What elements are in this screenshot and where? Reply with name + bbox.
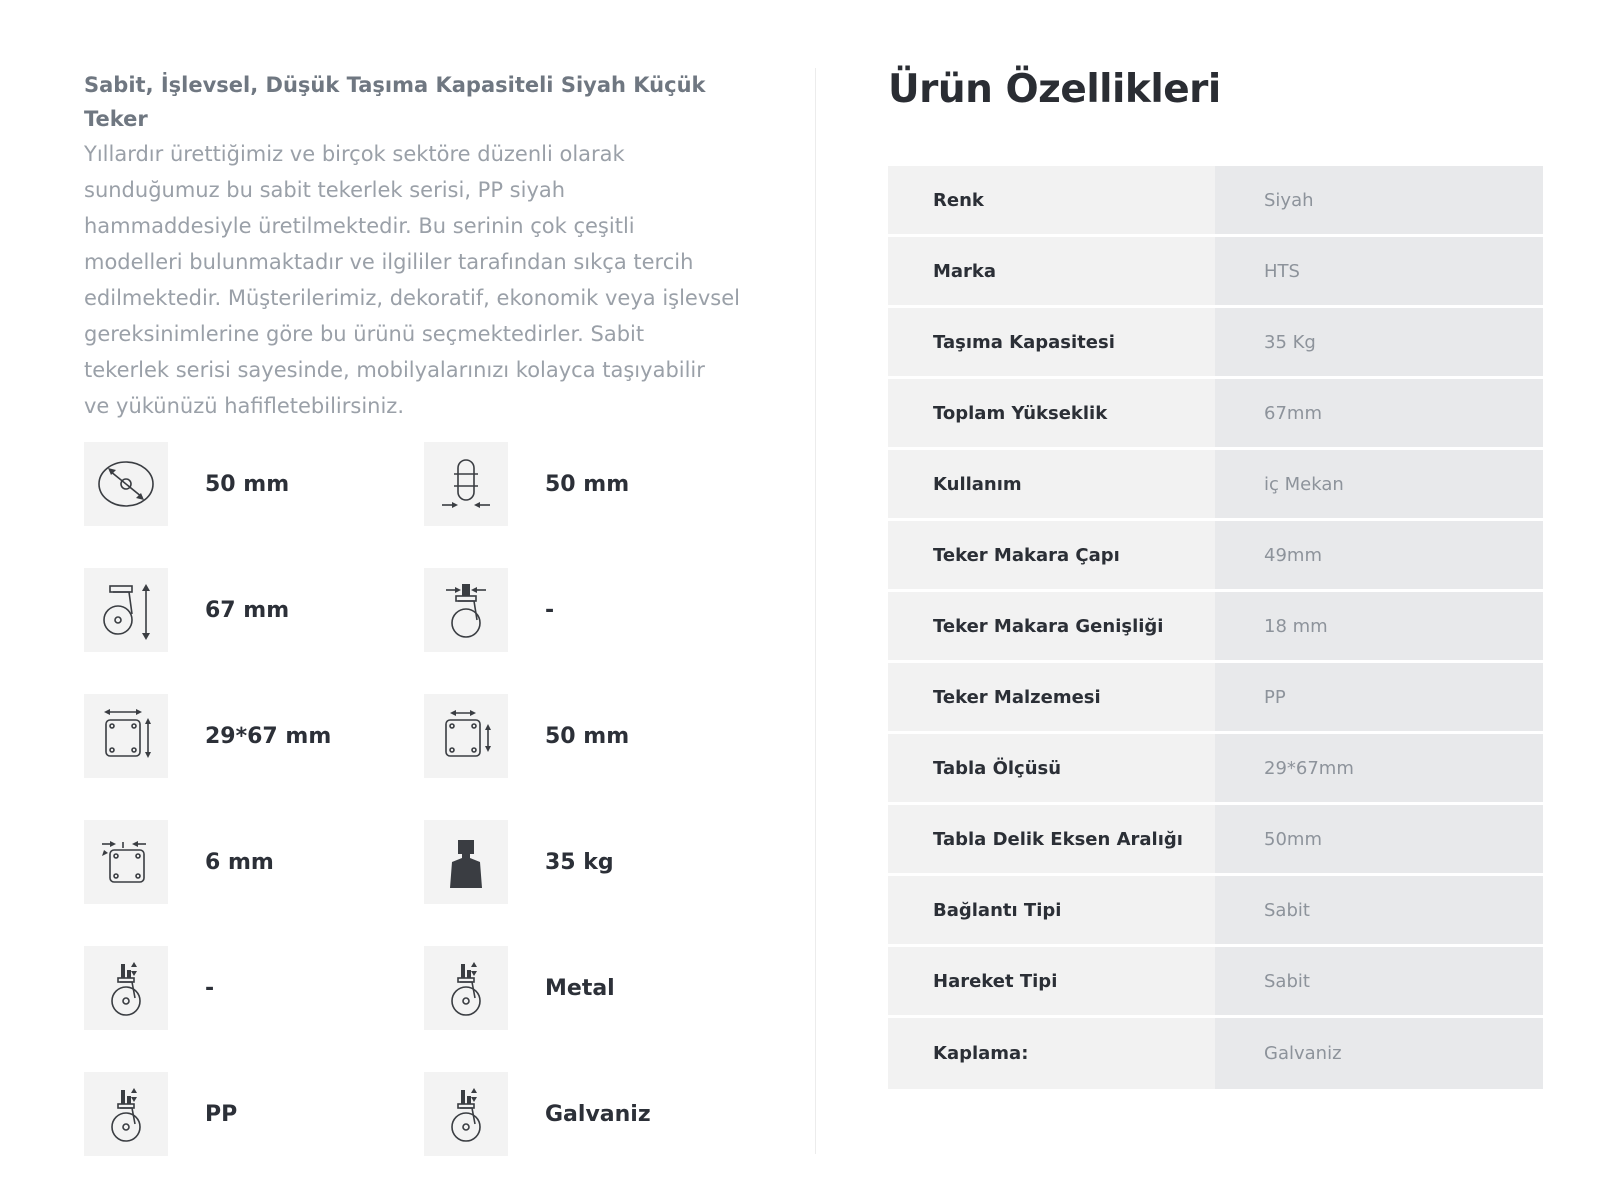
property-key: Tabla Delik Eksen Aralığı xyxy=(888,805,1215,876)
spec-value: 6 mm xyxy=(205,849,274,875)
table-row xyxy=(888,663,1543,734)
load-weight-icon xyxy=(424,820,508,904)
property-key: Tabla Ölçüsü xyxy=(888,734,1215,805)
property-key: Taşıma Kapasitesi xyxy=(888,308,1215,379)
spec-item xyxy=(84,946,404,1030)
property-value: 18 mm xyxy=(1215,592,1543,663)
spec-item xyxy=(84,820,404,904)
property-value: HTS xyxy=(1215,237,1543,308)
spec-value: 50 mm xyxy=(205,471,290,497)
properties-table xyxy=(888,166,1543,1089)
table-row xyxy=(888,805,1543,876)
property-value: 35 Kg xyxy=(1215,308,1543,379)
property-key: Teker Malzemesi xyxy=(888,663,1215,734)
spec-item xyxy=(84,694,404,778)
table-row xyxy=(888,734,1543,805)
spec-value: 35 kg xyxy=(545,849,614,875)
spec-item xyxy=(84,568,404,652)
table-row xyxy=(888,521,1543,592)
product-description-section xyxy=(84,68,744,424)
description-line: hammaddesiyle üretilmektedir. Bu serinin çok çeşitli xyxy=(84,214,635,238)
property-key: Hareket Tipi xyxy=(888,947,1215,1018)
caster-material-icon xyxy=(84,946,168,1030)
spec-value: Metal xyxy=(545,975,615,1001)
product-description xyxy=(84,136,744,424)
property-value: 49mm xyxy=(1215,521,1543,592)
description-line: tekerlek serisi sayesinde, mobilyalarınızı kolayca taşıyabilir xyxy=(84,358,705,382)
property-value: iç Mekan xyxy=(1215,450,1543,521)
spec-item xyxy=(424,442,744,526)
spec-icon-grid xyxy=(84,442,724,1162)
property-value: 67mm xyxy=(1215,379,1543,450)
spec-value: 67 mm xyxy=(205,597,290,623)
table-row xyxy=(888,592,1543,663)
spec-value: 29*67 mm xyxy=(205,723,332,749)
total-height-icon xyxy=(84,568,168,652)
stem-size-icon xyxy=(424,568,508,652)
caster-material-icon xyxy=(424,1072,508,1156)
table-row xyxy=(888,876,1543,947)
product-subtitle: Sabit, İşlevsel, Düşük Taşıma Kapasiteli Siyah Küçük Teker xyxy=(84,73,706,131)
wheel-width-icon xyxy=(424,442,508,526)
spec-value: 50 mm xyxy=(545,723,630,749)
property-key: Toplam Yükseklik xyxy=(888,379,1215,450)
spec-item xyxy=(84,1072,404,1156)
property-value: Galvaniz xyxy=(1215,1018,1543,1089)
property-value: Sabit xyxy=(1215,876,1543,947)
spec-value: PP xyxy=(205,1101,238,1127)
spec-value: 50 mm xyxy=(545,471,630,497)
property-key: Teker Makara Genişliği xyxy=(888,592,1215,663)
table-row xyxy=(888,1018,1543,1089)
spec-item xyxy=(424,820,744,904)
properties-section xyxy=(888,60,1543,120)
description-line: edilmektedir. Müşterilerimiz, dekoratif, ekonomik veya işlevsel xyxy=(84,286,740,310)
hole-diameter-icon xyxy=(84,820,168,904)
table-row xyxy=(888,308,1543,379)
property-value: Siyah xyxy=(1215,166,1543,237)
spec-item xyxy=(424,1072,744,1156)
table-row xyxy=(888,166,1543,237)
spec-value: - xyxy=(545,597,555,623)
table-row xyxy=(888,237,1543,308)
spec-item xyxy=(424,694,744,778)
description-line: ve yükünüzü hafifletebilirsiniz. xyxy=(84,394,405,418)
spec-value: - xyxy=(205,975,215,1001)
spec-item xyxy=(84,442,404,526)
caster-material-icon xyxy=(84,1072,168,1156)
wheel-diameter-icon xyxy=(84,442,168,526)
property-key: Kullanım xyxy=(888,450,1215,521)
description-line: modelleri bulunmaktadır ve ilgililer tarafından sıkça tercih xyxy=(84,250,694,274)
property-key: Kaplama: xyxy=(888,1018,1215,1089)
property-value: 50mm xyxy=(1215,805,1543,876)
property-key: Marka xyxy=(888,237,1215,308)
properties-title: Ürün Özellikleri xyxy=(888,67,1221,112)
property-value: Sabit xyxy=(1215,947,1543,1018)
table-row xyxy=(888,379,1543,450)
plate-hole-spacing-icon xyxy=(424,694,508,778)
table-row xyxy=(888,450,1543,521)
description-line: gereksinimlerine göre bu ürünü seçmektedirler. Sabit xyxy=(84,322,645,346)
table-row xyxy=(888,947,1543,1018)
property-key: Renk xyxy=(888,166,1215,237)
column-divider xyxy=(815,68,816,1154)
spec-item xyxy=(424,568,744,652)
plate-size-icon xyxy=(84,694,168,778)
description-line: sunduğumuz bu sabit tekerlek serisi, PP siyah xyxy=(84,178,566,202)
property-key: Bağlantı Tipi xyxy=(888,876,1215,947)
caster-material-icon xyxy=(424,946,508,1030)
property-value: 29*67mm xyxy=(1215,734,1543,805)
spec-item xyxy=(424,946,744,1030)
spec-value: Galvaniz xyxy=(545,1101,651,1127)
description-line: Yıllardır ürettiğimiz ve birçok sektöre düzenli olarak xyxy=(84,142,625,166)
property-value: PP xyxy=(1215,663,1543,734)
property-key: Teker Makara Çapı xyxy=(888,521,1215,592)
